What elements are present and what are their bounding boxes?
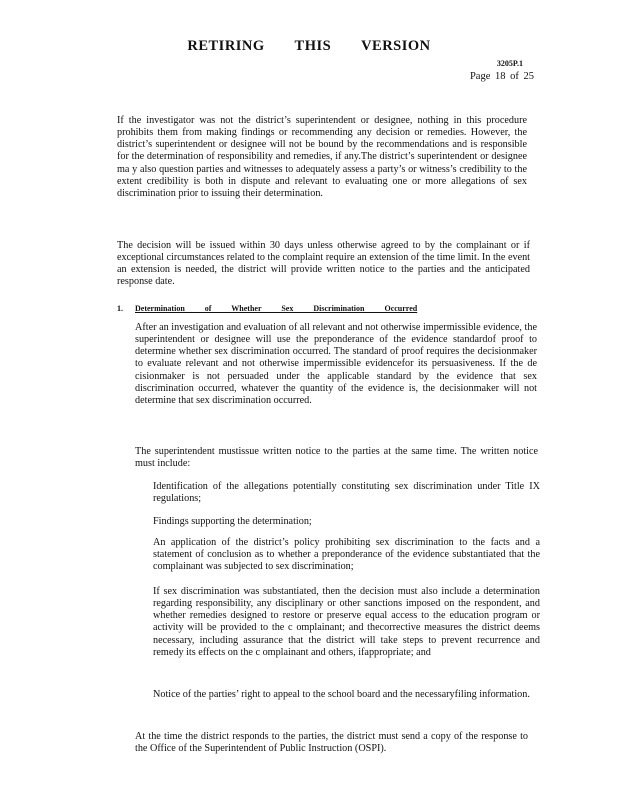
list-item [135,516,540,528]
ospi-paragraph: At the time the district responds to the parties, the district must send a copy of the response to the Office of the Superintendent of Public Instruction (OSPI). [135,731,528,755]
notice-intro-paragraph: The superintendent mustissue written notice to the parties at the same time. The written notice must include: [135,446,538,470]
investigator-paragraph: If the investigator was not the district’s superintendent or designee, nothing in this procedure prohibits them from making findings or recommending any decision or remedies. However, the district’s superintendent or designee will not be bound by the recommendations and is responsible for the determination of responsibility and remedies, if any.The district’s superintendent or designee ma y also question parties and witnesses to adequately assess a party’s or witness’s credibility to the extent credibility is both in dispute and relevant to evaluating one or more allegations of sex discrimination prior to issuing their determination. [117,115,527,199]
list-item-text: Findings supporting the determination; [153,516,312,527]
standard-of-proof-paragraph: After an investigation and evaluation of all relevant and not otherwise impermissible evidence, the superintendent or designee will use the preponderance of the evidence standardof proof to determine whether sex discrimination occurred. The standard of proof requires the decisionmaker to evaluate relevant and not otherwise impermissible evidencefor its persuasiveness. If the de cisionmaker is not persuaded under the applicable standard by the evidence that sex discrimination occurred, whatever the quantity of the evidence is, the decisionmaker will not determine that sex discrimination occurred. [135,322,537,406]
list-item [135,689,540,701]
list-item [135,586,540,659]
list-item-text: If sex discrimination was substantiated, then the decision must also include a determination regarding responsibility, any disciplinary or other sanctions imposed on the respondent, and whether remedies designed to restore or preserve equal access to the education program or activity will be provided to the c omplainant; and thecorrective measures the district deems necessary, including assurance that the district will take steps to prevent recurrence and remedy its effects on the c omplainant and others, ifappropriate; and [153,586,540,658]
list-item-text: An application of the district’s policy prohibiting sex discrimination to the facts and a statement of conclusion as to whether a preponderance of the evidence substantiated that the complainant was subjected to sex discrimination; [153,537,540,573]
list-item [135,537,540,573]
page-title: RETIRING THIS VERSION [187,38,431,54]
timeline-paragraph: The decision will be issued within 30 days unless otherwise agreed to by the complainant or if exceptional circumstances related to the complaint require an extension of the time limit. In the event an extension is needed, the district will provide written notice to the parties and the anticipated response date. [117,240,531,288]
list-item [135,481,540,505]
page-number: Page 18 of 25 [469,71,534,82]
list-item-text: Identification of the allegations potentially constituting sex discrimination under Title IX regulations; [153,481,540,505]
section-heading [117,304,418,313]
list-item-text: Notice of the parties’ right to appeal to the school board and the necessaryfiling information. [153,689,530,700]
section-number: 1. [117,304,123,313]
section-title: Determination of Whether Sex Discrimination Occurred [135,304,418,313]
policy-code: 3205P.1 [496,59,523,68]
